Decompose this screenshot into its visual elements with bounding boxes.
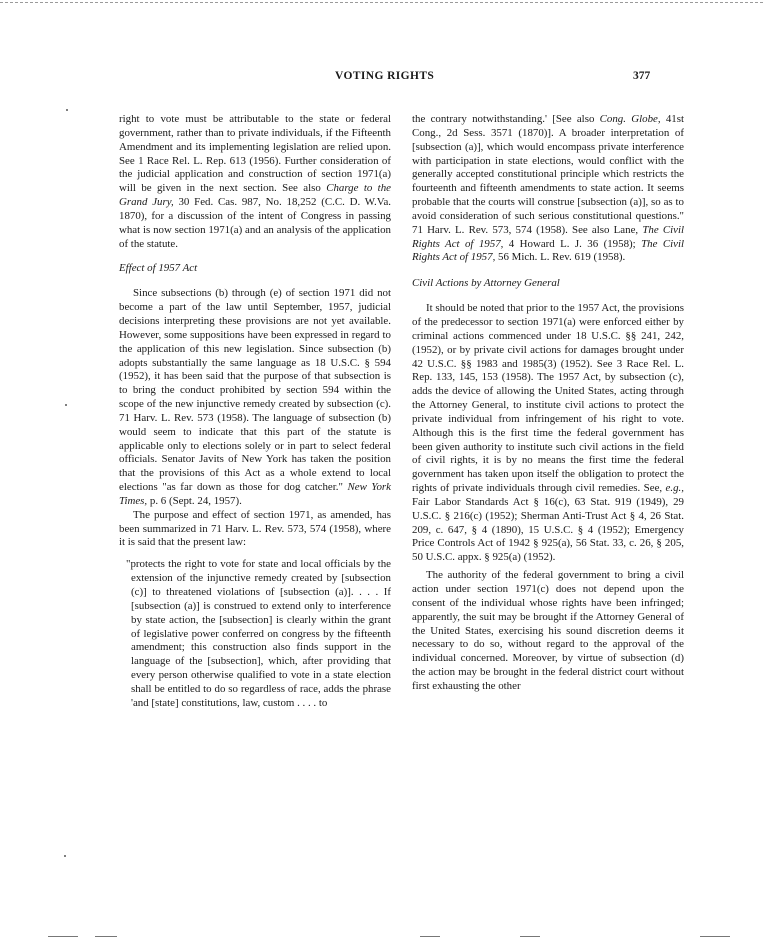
running-title: VOTING RIGHTS (335, 70, 435, 82)
margin-mark (66, 109, 68, 111)
scan-top-edge (0, 2, 763, 3)
page-number: 377 (633, 70, 651, 82)
paragraph: The purpose and effect of section 1971, as amended, has been summarized in 71 Harv. L. Rev. 573, 574 (1958), where it is said that the present law: (119, 508, 391, 549)
running-head (0, 70, 763, 84)
right-column (412, 113, 684, 694)
citation: Cong. Globe, (599, 113, 661, 125)
paragraph: the contrary notwithstanding.' [See also Cong. Globe, 41st Cong., 2d Sess. 3571 (1870)]. A broader interpretation of [subsection (a)], which would encompass private interference with participation in state elections, would conflict with the generally accepted constitutional principle which restricts the fourteenth and fifteenth amendments to state action. It seems probable that the courts will construe [subsection (a)], so as to avoid consideration of such serious constitutional questions." 71 Harv. L. Rev. 573, 574 (1958). See also Lane, The Civil Rights Act of 1957, 4 Howard L. J. 36 (1958); The Civil Rights Act of 1957, 56 Mich. L. Rev. 619 (1958). (412, 113, 685, 264)
scan-bottom-rule (48, 936, 78, 937)
scan-bottom-rule (420, 936, 440, 937)
scan-bottom-rule (700, 936, 730, 937)
paragraph: Since subsections (b) through (e) of section 1971 did not become a part of the law until September, 1957, judicial decisions interpreting these provisions are not yet available. However, some suppositions have been expressed in regard to the application of this new legislation. Since subsection (b) adopts substantially the same language as 18 U.S.C. § 594 (1952), it has been said that the purpose of that subsection is to bring the conduct prohibited by section 594 within the scope of the new injunctive remedy created by subsection (c). 71 Harv. L. Rev. 573 (1958). The language of subsection (b) would seem to indicate that this part of the statute is applicable only to elections solely or in part to select federal officials. Senator Javits of New York has taken the position that the provisions of this Act as a whole extend to local elections "as far down as those for dog catcher." New York Times, p. 6 (Sept. 24, 1957). (119, 287, 391, 507)
block-quote (126, 558, 391, 710)
publication-citation: New York Times, (119, 481, 391, 507)
scan-bottom-rule (95, 936, 117, 937)
citation: The Civil Rights Act of 1957, (412, 237, 685, 264)
paragraph: The authority of the federal government to bring a civil action under section 1971(c) does not depend upon the consent of the individual whose rights have been infringed; apparently, the suit may be brought if the Attorney General of the United States, exercising his sound discretion deems it necessary to do so, without regard to the approval of the individual concerned. Moreover, by virtue of subsection (d) the action may be brought in the federal district court without first exhausting the other (412, 569, 684, 692)
margin-mark (64, 855, 66, 857)
scan-bottom-rule (520, 936, 540, 937)
section-heading: Effect of 1957 Act (119, 262, 198, 275)
signal-word: e.g., (665, 482, 684, 495)
quote-text: "protects the right to vote for state and local officials by the extension of the injunctive remedy created by [subsection (c)] to threatened violations of [subsection (a)]. . . . If [subsection (a)] is construed to extend only to interference by state action, the [subsection] is clearly within the grant of legislative power conferred on congress by the fifteenth amendment; this construction also finds support in the language of the [subsection], which, after providing that every person otherwise qualified to vote in a state election shall be entitled to do so regardless of race, adds the phrase 'and [state] constitutions, law, custom . . . . to (126, 558, 391, 709)
citation: The Civil Rights Act of 1957, (412, 223, 685, 250)
section-heading: Civil Actions by Attorney General (412, 277, 560, 290)
margin-mark (65, 404, 67, 406)
paragraph: It should be noted that prior to the 1957 Act, the provisions of the predecessor to section 1971(a) were enforced either by criminal actions commenced under 18 U.S.C. §§ 241, 242, (1952), or by private civil actions for damages brought under 42 U.S.C. §§ 1983 and 1985(3) (1952). See 3 Race Rel. L. Rep. 133, 145, 153 (1958). The 1957 Act, by subsection (c), adds the device of allowing the United States, acting through the Attorney General, to institute civil actions to protect the private individual from infringement of his right to vote. Although this is the first time the federal government has been given authority to institute such civil actions in the field of civil rights, it is by no means the first time the federal government has taken upon itself the obligation to protect the rights of private individuals through civil remedies. See, e.g., Fair Labor Standards Act § 16(c), 63 Stat. 919 (1949), 29 U.S.C. § 216(c) (1952); Sherman Anti-Trust Act § 4, 26 Stat. 209, c. 647, § 4 (1890), 15 U.S.C. § 4 (1952); Emergency Price Controls Act of 1942 § 925(a), 56 Stat. 33, c. 26, § 205, 50 U.S.C. appx. § 925(a) (1952). (412, 302, 684, 564)
left-column (119, 113, 391, 711)
case-citation: Charge to the Grand Jury, (119, 182, 391, 209)
paragraph: right to vote must be attributable to the state or federal government, rather than to private individuals, if the Fifteenth Amendment and its implementing legislation are relied upon. See 1 Race Rel. L. Rep. 613 (1956). Further consideration of the judicial application and construction of section 1971(a) will be given in the next section. See also Charge to the Grand Jury, 30 Fed. Cas. 987, No. 18,252 (C.C. D. W.Va. 1870), for a discussion of the intent of Congress in passing what is now section 1971(a) and an analysis of the application of the statute. (119, 113, 391, 250)
